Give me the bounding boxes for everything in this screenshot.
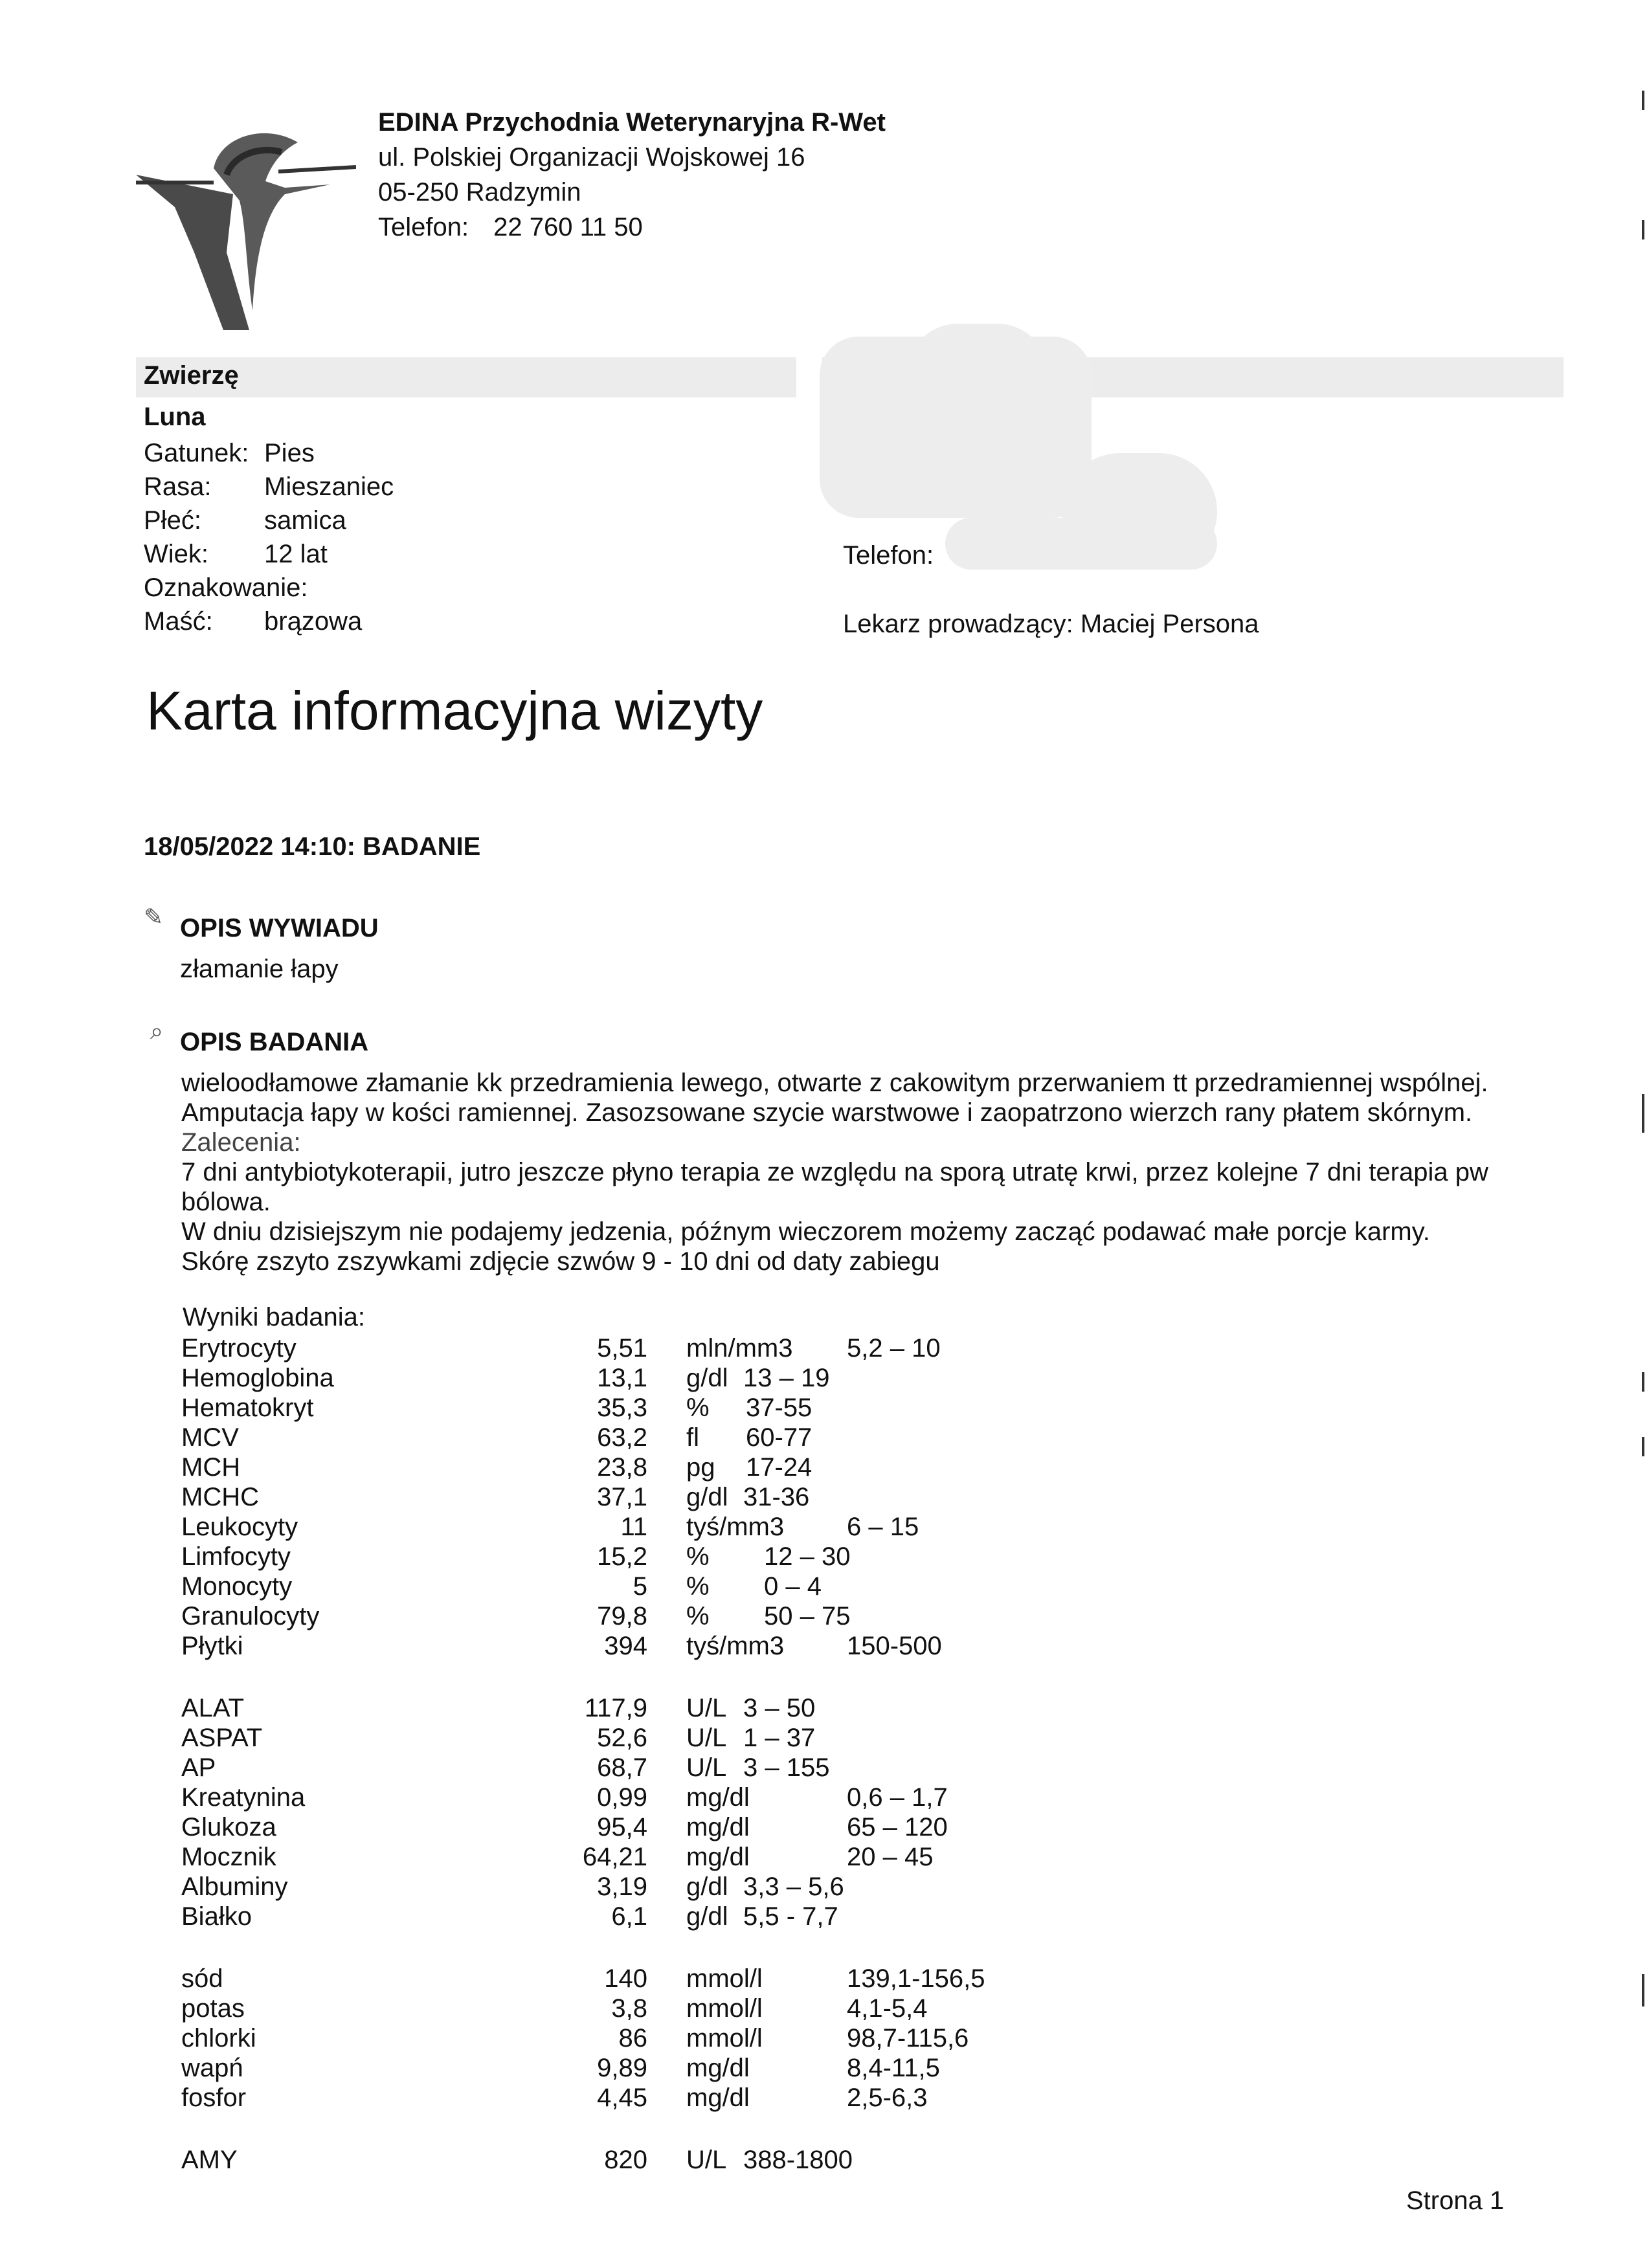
result-reference: 13 – 19	[743, 1364, 830, 1392]
interview-icon: ✎	[144, 904, 164, 930]
scan-mark	[1642, 1372, 1644, 1392]
result-row	[181, 1631, 1088, 1661]
result-row	[181, 2083, 1088, 2113]
result-value: 35,3	[597, 1394, 647, 1422]
result-row	[181, 1542, 1088, 1572]
result-row	[181, 1333, 1088, 1363]
result-unit: mmol/l	[686, 2024, 763, 2052]
result-value: 37,1	[597, 1483, 647, 1511]
scan-mark	[1642, 220, 1644, 239]
result-name: MCH	[181, 1453, 241, 1482]
result-value: 15,2	[597, 1542, 647, 1571]
result-value: 117,9	[584, 1694, 647, 1722]
animal-row-marking	[144, 571, 532, 605]
color-value: brązowa	[264, 607, 363, 636]
result-name: wapń	[181, 2054, 243, 2082]
breed-value: Mieszaniec	[264, 472, 394, 501]
result-name: Hematokryt	[181, 1394, 314, 1422]
result-unit: tyś/mm3	[686, 1632, 785, 1660]
result-reference: 31-36	[743, 1483, 810, 1511]
species-label: Gatunek:	[144, 439, 249, 467]
clinic-city: 05-250 Radzymin	[378, 178, 581, 206]
result-value: 79,8	[597, 1602, 647, 1630]
result-unit: mg/dl	[686, 1783, 750, 1812]
result-row	[181, 1512, 1088, 1542]
result-unit: U/L	[686, 1694, 727, 1722]
result-reference: 0 – 4	[764, 1572, 822, 1601]
result-reference: 17-24	[746, 1453, 812, 1482]
result-reference: 4,1-5,4	[847, 1994, 928, 2023]
exam-icon: ⌕	[150, 1017, 164, 1044]
result-unit: tyś/mm3	[686, 1513, 785, 1541]
result-unit: g/dl	[686, 1364, 728, 1392]
result-reference: 3,3 – 5,6	[743, 1873, 844, 1901]
result-value: 13,1	[597, 1364, 647, 1392]
result-row	[181, 1393, 1088, 1423]
result-unit: U/L	[686, 2146, 727, 2174]
sex-value: samica	[264, 506, 346, 535]
breed-label: Rasa:	[144, 472, 212, 501]
exam-line: bólowa.	[181, 1188, 271, 1216]
result-reference: 1 – 37	[743, 1724, 816, 1752]
result-name: Mocznik	[181, 1843, 276, 1871]
result-row	[181, 1363, 1088, 1393]
result-value: 86	[618, 2024, 647, 2052]
result-unit: mg/dl	[686, 1813, 750, 1841]
clinic-phone-row	[378, 210, 886, 245]
result-value: 95,4	[597, 1813, 647, 1841]
result-reference: 3 – 50	[743, 1694, 816, 1722]
result-name: sód	[181, 1964, 223, 1993]
result-reference: 60-77	[746, 1423, 812, 1452]
marking-label: Oznakowanie:	[144, 573, 308, 602]
result-name: ALAT	[181, 1694, 245, 1722]
clinic-address: ul. Polskiej Organizacji Wojskowej 16	[378, 143, 805, 172]
result-unit: %	[686, 1572, 710, 1601]
result-value: 9,89	[597, 2054, 647, 2082]
result-value: 11	[620, 1513, 647, 1541]
result-name: Leukocyty	[181, 1513, 298, 1541]
result-reference: 388-1800	[743, 2146, 853, 2174]
result-unit: mg/dl	[686, 1843, 750, 1871]
age-value: 12 lat	[264, 540, 328, 568]
exam-line: Amputacja łapy w kości ramiennej. Zasozsowane szycie warstwowe i zaopatrzono wierzch rany płatem skórnym.	[181, 1098, 1473, 1127]
result-value: 68,7	[597, 1753, 647, 1782]
result-unit: %	[686, 1542, 710, 1571]
result-reference: 65 – 120	[847, 1813, 948, 1841]
species-value: Pies	[264, 439, 315, 467]
owner-redaction-phone	[945, 518, 1217, 570]
result-row	[181, 1812, 1088, 1842]
result-unit: mmol/l	[686, 1994, 763, 2023]
result-unit: mg/dl	[686, 2084, 750, 2112]
result-name: Hemoglobina	[181, 1364, 334, 1392]
result-name: Kreatynina	[181, 1783, 306, 1812]
result-value: 63,2	[597, 1423, 647, 1452]
result-value: 3,19	[597, 1873, 647, 1901]
result-row	[181, 1783, 1088, 1812]
result-row	[181, 1423, 1088, 1452]
result-row	[181, 1452, 1088, 1482]
result-row	[181, 1994, 1088, 2023]
animal-row-breed	[144, 470, 532, 504]
result-row	[181, 2145, 1088, 2175]
result-name: Limfocyty	[181, 1542, 291, 1571]
result-unit: fl	[686, 1423, 699, 1452]
result-name: Glukoza	[181, 1813, 276, 1841]
result-value: 820	[604, 2146, 647, 2174]
result-row	[181, 1753, 1088, 1783]
clinic-phone-label: Telefon:	[378, 213, 469, 241]
attending-doctor: Lekarz prowadzący: Maciej Persona	[843, 610, 1259, 638]
animal-details	[144, 436, 532, 643]
result-value: 140	[604, 1964, 647, 1993]
result-row	[181, 1964, 1088, 1994]
owner-phone-label: Telefon:	[843, 541, 934, 570]
animal-section-title: Zwierzę	[144, 361, 239, 390]
result-row	[181, 1723, 1088, 1753]
animal-row-color	[144, 605, 532, 638]
result-row	[181, 1902, 1088, 1931]
animal-name: Luna	[144, 403, 206, 431]
result-reference: 5,2 – 10	[847, 1334, 941, 1362]
clinic-info	[378, 105, 886, 245]
result-row	[181, 1842, 1088, 1872]
scan-mark	[1642, 91, 1644, 110]
result-value: 5	[633, 1572, 647, 1601]
interview-text: złamanie łapy	[180, 955, 339, 983]
results-title: Wyniki badania:	[183, 1303, 366, 1331]
result-unit: g/dl	[686, 1483, 728, 1511]
result-name: AP	[181, 1753, 216, 1782]
page-number: Strona 1	[1406, 2186, 1505, 2215]
result-reference: 6 – 15	[847, 1513, 919, 1541]
result-row	[181, 1693, 1088, 1723]
result-name: Białko	[181, 1902, 252, 1931]
result-name: potas	[181, 1994, 245, 2023]
scan-mark	[1642, 1974, 1644, 2007]
result-name: fosfor	[181, 2084, 247, 2112]
exam-title: OPIS BADANIA	[180, 1028, 369, 1056]
result-reference: 50 – 75	[764, 1602, 851, 1630]
sex-label: Płeć:	[144, 506, 201, 535]
result-unit: pg	[686, 1453, 715, 1482]
document-title: Karta informacyjna wizyty	[146, 680, 763, 741]
result-unit: g/dl	[686, 1902, 728, 1931]
clinic-logo	[136, 123, 356, 337]
result-row	[181, 2023, 1088, 2053]
result-unit: g/dl	[686, 1873, 728, 1901]
result-unit: U/L	[686, 1724, 727, 1752]
result-unit: mg/dl	[686, 2054, 750, 2082]
result-name: Monocyty	[181, 1572, 293, 1601]
result-name: chlorki	[181, 2024, 256, 2052]
result-reference: 3 – 155	[743, 1753, 830, 1782]
exam-description	[181, 1068, 1488, 1276]
result-value: 6,1	[611, 1902, 647, 1931]
owner-redaction-top	[906, 324, 1049, 427]
animal-row-sex	[144, 504, 532, 537]
result-value: 0,99	[597, 1783, 647, 1812]
result-name: Erytrocyty	[181, 1334, 297, 1362]
result-name: MCV	[181, 1423, 239, 1452]
age-label: Wiek:	[144, 540, 208, 568]
result-unit: %	[686, 1394, 710, 1422]
result-unit: U/L	[686, 1753, 727, 1782]
result-value: 4,45	[597, 2084, 647, 2112]
result-name: Albuminy	[181, 1873, 288, 1901]
result-name: Płytki	[181, 1632, 243, 1660]
result-reference: 20 – 45	[847, 1843, 934, 1871]
result-value: 3,8	[611, 1994, 647, 2023]
result-reference: 0,6 – 1,7	[847, 1783, 948, 1812]
result-reference: 12 – 30	[764, 1542, 851, 1571]
exam-line: Zalecenia:	[181, 1128, 301, 1157]
result-row	[181, 2053, 1088, 2083]
exam-line: W dniu dzisiejszym nie podajemy jedzenia, późnym wieczorem możemy zacząć podawać małe porcje karmy.	[181, 1217, 1430, 1246]
interview-title: OPIS WYWIADU	[180, 914, 379, 942]
result-unit: mmol/l	[686, 1964, 763, 1993]
result-unit: mln/mm3	[686, 1334, 793, 1362]
clinic-phone: 22 760 11 50	[493, 213, 643, 241]
results-table	[181, 1333, 1088, 2175]
result-value: 64,21	[582, 1843, 647, 1871]
result-name: AMY	[181, 2146, 238, 2174]
result-reference: 5,5 - 7,7	[743, 1902, 838, 1931]
scan-mark	[1642, 1094, 1644, 1133]
result-name: MCHC	[181, 1483, 259, 1511]
result-name: Granulocyty	[181, 1602, 320, 1630]
exam-line: Skórę zszyto zszywkami zdjęcie szwów 9 - 10 dni od daty zabiegu	[181, 1247, 940, 1276]
color-label: Maść:	[144, 607, 213, 636]
result-reference: 139,1-156,5	[847, 1964, 985, 1993]
result-value: 23,8	[597, 1453, 647, 1482]
scan-mark	[1642, 1437, 1644, 1456]
result-reference: 2,5-6,3	[847, 2084, 928, 2112]
animal-row-species	[144, 436, 532, 470]
visit-header: 18/05/2022 14:10: BADANIE	[144, 832, 481, 861]
result-value: 52,6	[597, 1724, 647, 1752]
result-row	[181, 1482, 1088, 1512]
result-value: 394	[604, 1632, 647, 1660]
clinic-name: EDINA Przychodnia Weterynaryjna R-Wet	[378, 108, 886, 137]
result-reference: 8,4-11,5	[847, 2054, 940, 2082]
result-value: 5,51	[597, 1334, 647, 1362]
result-reference: 98,7-115,6	[847, 2024, 969, 2052]
result-reference: 150-500	[847, 1632, 942, 1660]
animal-row-age	[144, 537, 532, 571]
exam-line: 7 dni antybiotykoterapii, jutro jeszcze płyno terapia ze względu na sporą utratę krwi, przez kolejne 7 dni terapia pw	[181, 1158, 1488, 1186]
result-name: ASPAT	[181, 1724, 263, 1752]
result-row	[181, 1601, 1088, 1631]
exam-line: wieloodłamowe złamanie kk przedramienia lewego, otwarte z cakowitym przerwaniem tt przedramiennej wspólnej.	[181, 1069, 1488, 1097]
result-reference: 37-55	[746, 1394, 812, 1422]
result-row	[181, 1572, 1088, 1601]
result-unit: %	[686, 1602, 710, 1630]
result-row	[181, 1872, 1088, 1902]
